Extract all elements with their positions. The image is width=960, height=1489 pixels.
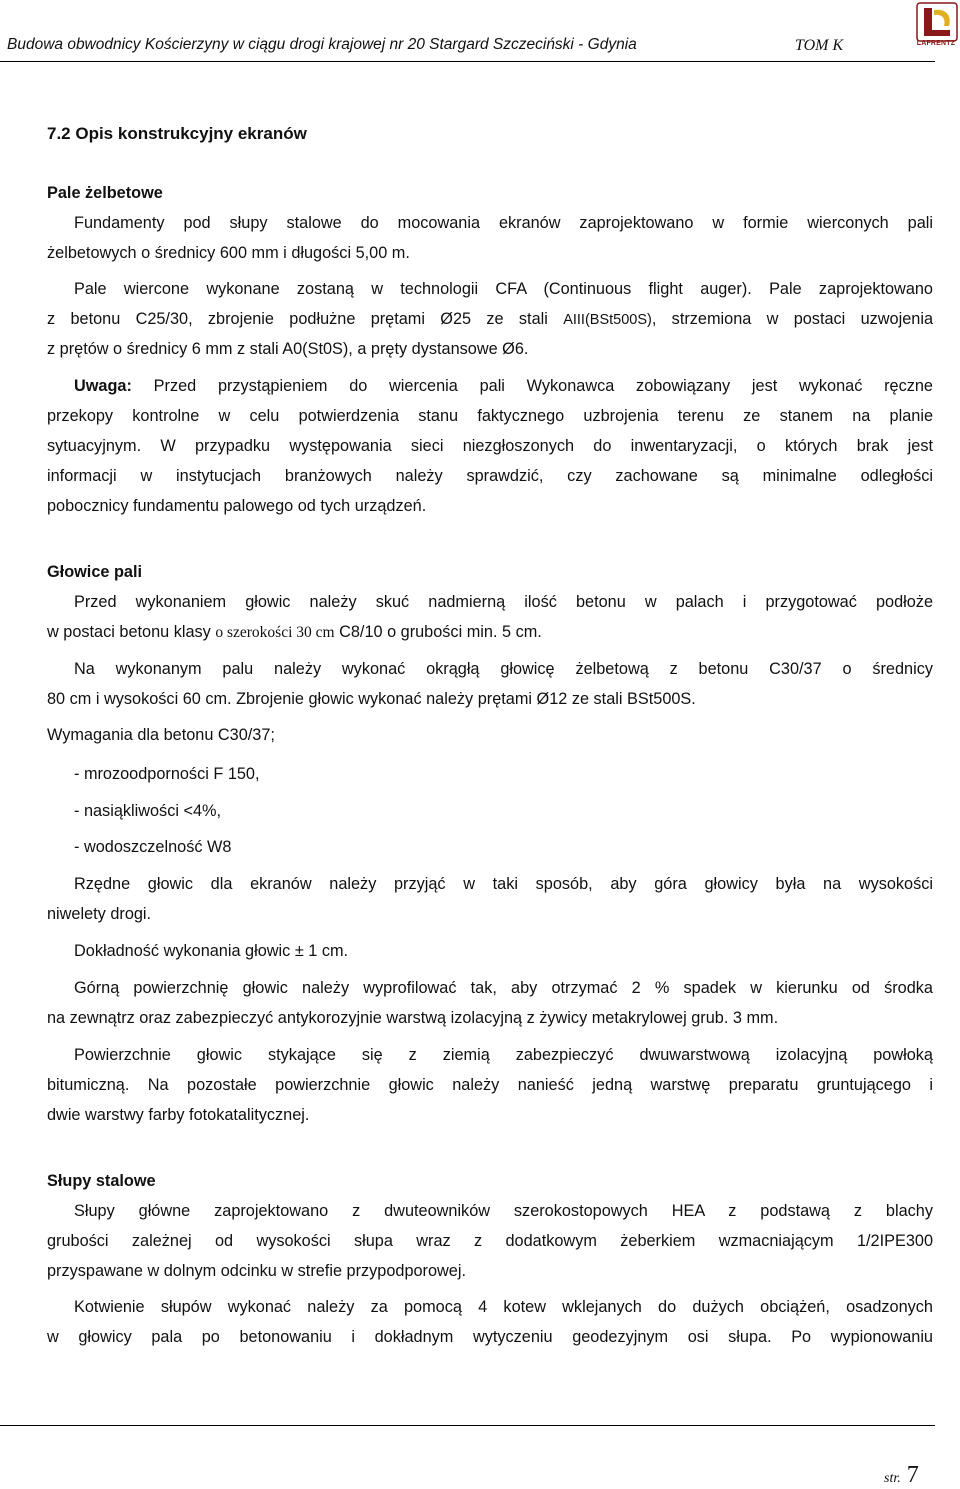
page-number bbox=[884, 1462, 919, 1489]
paragraph-line: Uwaga: Przed przystąpieniem do wiercenia pali Wykonawca zobowiązany jest wykonać ręczne bbox=[74, 377, 933, 395]
page-header bbox=[0, 0, 960, 64]
paragraph-line: w głowicy pala po betonowaniu i dokładnym wytyczeniu geodezyjnym osi słupa. Po wypionowaniu bbox=[47, 1328, 933, 1346]
paragraph-line: Słupy główne zaprojektowano z dwuteowników szerokostopowych HEA z podstawą z blachy bbox=[74, 1202, 933, 1220]
requirements-title: Wymagania dla betonu C30/37; bbox=[47, 726, 275, 744]
paragraph-line: z betonu C25/30, zbrojenie podłużne prętami Ø25 ze stali AIII(BSt500S), strzemiona w postaci uzwojenia bbox=[47, 310, 934, 328]
paragraph-line: grubości zależnej od wysokości słupa wraz z dodatkowym żeberkiem wzmacniającym 1/2IPE300 bbox=[47, 1232, 933, 1250]
paragraph-line: przyspawane w dolnym odcinku w strefie przypodporowej. bbox=[47, 1262, 466, 1280]
paragraph-line: niwelety drogi. bbox=[47, 905, 152, 923]
volume-label: TOM K bbox=[795, 37, 844, 54]
page-label: str. bbox=[884, 1471, 901, 1486]
paragraph-line: przekopy kontrolne w celu potwierdzenia stanu faktycznego uzbrojenia terenu ze stanem na planie bbox=[47, 407, 933, 425]
paragraph-line: Powierzchnie głowic stykające się z ziemią zabezpieczyć dwuwarstwową izolacyjną powłoką bbox=[74, 1046, 933, 1064]
paragraph-line: Na wykonanym palu należy wykonać okrągłą głowicę żelbetową z betonu C30/37 o średnicy bbox=[74, 660, 933, 678]
paragraph-line: 80 cm i wysokości 60 cm. Zbrojenie głowic wykonać należy prętami Ø12 ze stali BSt500S. bbox=[47, 690, 696, 708]
paragraph-line: bitumiczną. Na pozostałe powierzchnie głowic należy nanieść jedną warstwę preparatu gruntującego i bbox=[47, 1076, 933, 1094]
logo-label: LAFRENTZ bbox=[916, 40, 956, 47]
slupy-heading: Słupy stalowe bbox=[47, 1172, 156, 1190]
pale-heading: Pale żelbetowe bbox=[47, 184, 163, 202]
paragraph-line: Pale wiercone wykonane zostaną w technologii CFA (Continuous flight auger). Pale zaprojektowano bbox=[74, 280, 933, 298]
note-label: Uwaga: bbox=[74, 377, 132, 395]
paragraph-line: Dokładność wykonania głowic ± 1 cm. bbox=[74, 942, 349, 960]
paragraph-line: sytuacyjnym. W przypadku występowania sieci niezgłoszonych do inwentaryzacji, o których brak jest bbox=[47, 437, 933, 455]
paragraph-line: Fundamenty pod słupy stalowe do mocowania ekranów zaprojektowano w formie wierconych pali bbox=[74, 214, 933, 232]
paragraph-line: Przed wykonaniem głowic należy skuć nadmierną ilość betonu w palach i przygotować podłoże bbox=[74, 593, 933, 611]
paragraph-line: z prętów o średnicy 6 mm z stali A0(St0S), a pręty dystansowe Ø6. bbox=[47, 340, 529, 358]
paragraph-line: Kotwienie słupów wykonać należy za pomocą 4 kotew wklejanych do dużych obciążeń, osadzonych bbox=[74, 1298, 933, 1316]
paragraph-line: Rzędne głowic dla ekranów należy przyjąć w taki sposób, aby góra głowicy była na wysokości bbox=[74, 875, 933, 893]
footer-divider bbox=[0, 1425, 935, 1426]
glowice-heading: Głowice pali bbox=[47, 563, 143, 581]
page-number-value: 7 bbox=[906, 1462, 919, 1488]
paragraph-line: dwie warstwy farby fotokatalitycznej. bbox=[47, 1106, 310, 1124]
paragraph-line: pobocznicy fundamentu palowego od tych urządzeń. bbox=[47, 497, 427, 515]
paragraph-line: żelbetowych o średnicy 600 mm i długości 5,00 m. bbox=[47, 244, 410, 262]
list-item: - nasiąkliwości <4%, bbox=[74, 802, 222, 820]
paragraph-line: na zewnątrz oraz zabezpieczyć antykorozyjnie warstwą izolacyjną z żywicy metakrylowej grub. 3 mm. bbox=[47, 1009, 779, 1027]
section-title: 7.2 Opis konstrukcyjny ekranów bbox=[47, 124, 307, 143]
paragraph-line: Górną powierzchnię głowic należy wyprofilować tak, aby otrzymać 2 % spadek w kierunku od środka bbox=[74, 979, 933, 997]
paragraph-line: informacji w instytucjach branżowych należy sprawdzić, czy zachowane są minimalne odległości bbox=[47, 467, 933, 485]
list-item: - wodoszczelność W8 bbox=[74, 838, 232, 856]
document-title: Budowa obwodnicy Kościerzyny w ciągu drogi krajowej nr 20 Stargard Szczeciński - Gdynia bbox=[7, 36, 637, 53]
paragraph-line: w postaci betonu klasy o szerokości 30 cm C8/10 o grubości min. 5 cm. bbox=[47, 623, 542, 641]
list-item: - mrozoodporności F 150, bbox=[74, 765, 260, 783]
header-divider bbox=[0, 61, 935, 62]
